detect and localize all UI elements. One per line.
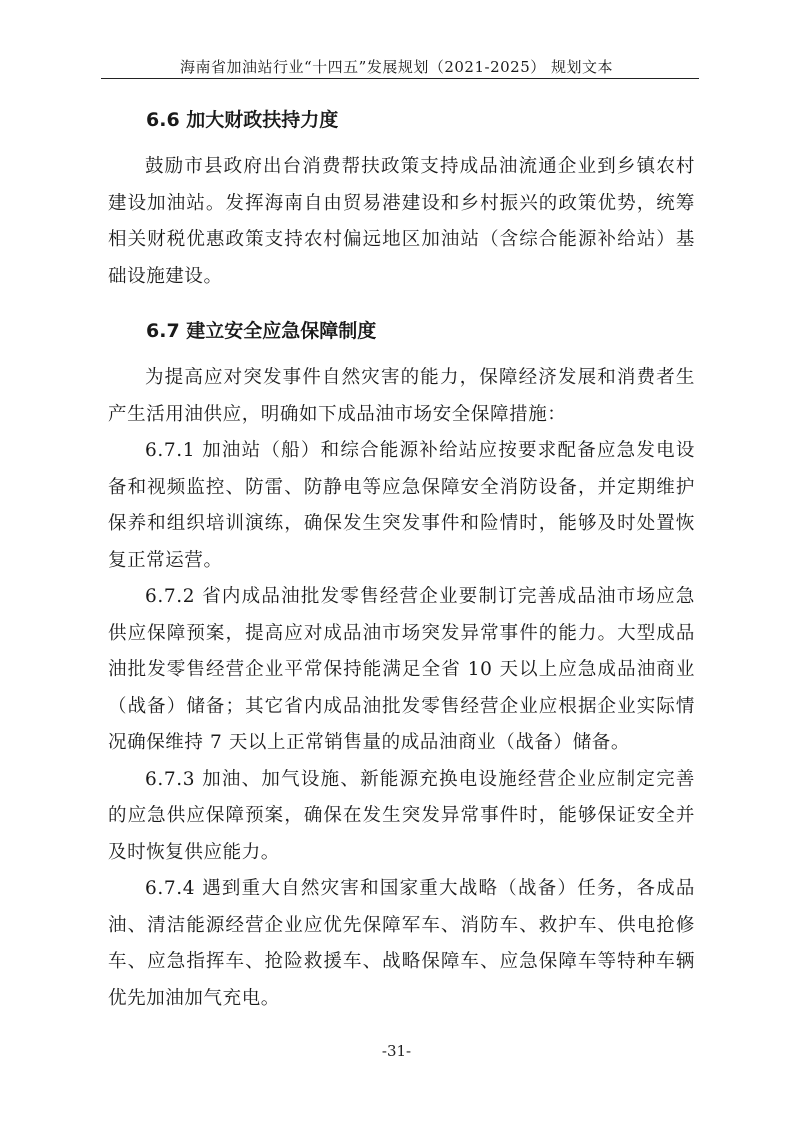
paragraph-6-7-3: 6.7.3 加油、加气设施、新能源充换电设施经营企业应制定完善的应急供应保障预案，确保在发生突发异常事件时，能够保证安全并及时恢复供应能力。	[108, 768, 695, 863]
section-heading-6-6: 6.6 加大财政扶持力度	[146, 109, 339, 131]
paragraph-6-7-1: 6.7.1 加油站（船）和综合能源补给站应按要求配备应急发电设备和视频监控、防雷、防静电等应急保障安全消防设备，并定期维护保养和组织培训演练，确保发生突发事件和险情时，能够及时处置恢复正常运营。	[108, 440, 695, 571]
page-number: -31-	[381, 1042, 412, 1060]
paragraph: 为提高应对突发事件自然灾害的能力，保障经济发展和消费者生产生活用油供应，明确如下成品油市场安全保障措施：	[108, 367, 695, 425]
paragraph-6-7-2: 6.7.2 省内成品油批发零售经营企业要制订完善成品油市场应急供应保障预案，提高应对成品油市场突发异常事件的能力。大型成品油批发零售经营企业平常保持能满足全省 10 天以上应急成品油商业（战备）储备；其它省内成品油批发零售经营企业应根据企业实际情况确保维持 7 天以上正常销售量的成品油商业（战备）储备。	[108, 586, 695, 753]
section-heading-6-7: 6.7 建立安全应急保障制度	[146, 320, 377, 342]
page-content	[108, 100, 695, 1017]
header-divider	[101, 78, 699, 79]
paragraph: 鼓励市县政府出台消费帮扶政策支持成品油流通企业到乡镇农村建设加油站。发挥海南自由贸易港建设和乡村振兴的政策优势，统筹相关财税优惠政策支持农村偏远地区加油站（含综合能源补给站）基础设施建设。	[108, 156, 695, 287]
running-header: 海南省加油站行业“十四五”发展规划（2021-2025） 规划文本	[179, 58, 614, 76]
paragraph-6-7-4: 6.7.4 遇到重大自然灾害和国家重大战略（战备）任务，各成品油、清洁能源经营企业应优先保障军车、消防车、救护车、供电抢修车、应急指挥车、抢险救援车、战略保障车、应急保障车等特种车辆优先加油加气充电。	[108, 878, 695, 1009]
